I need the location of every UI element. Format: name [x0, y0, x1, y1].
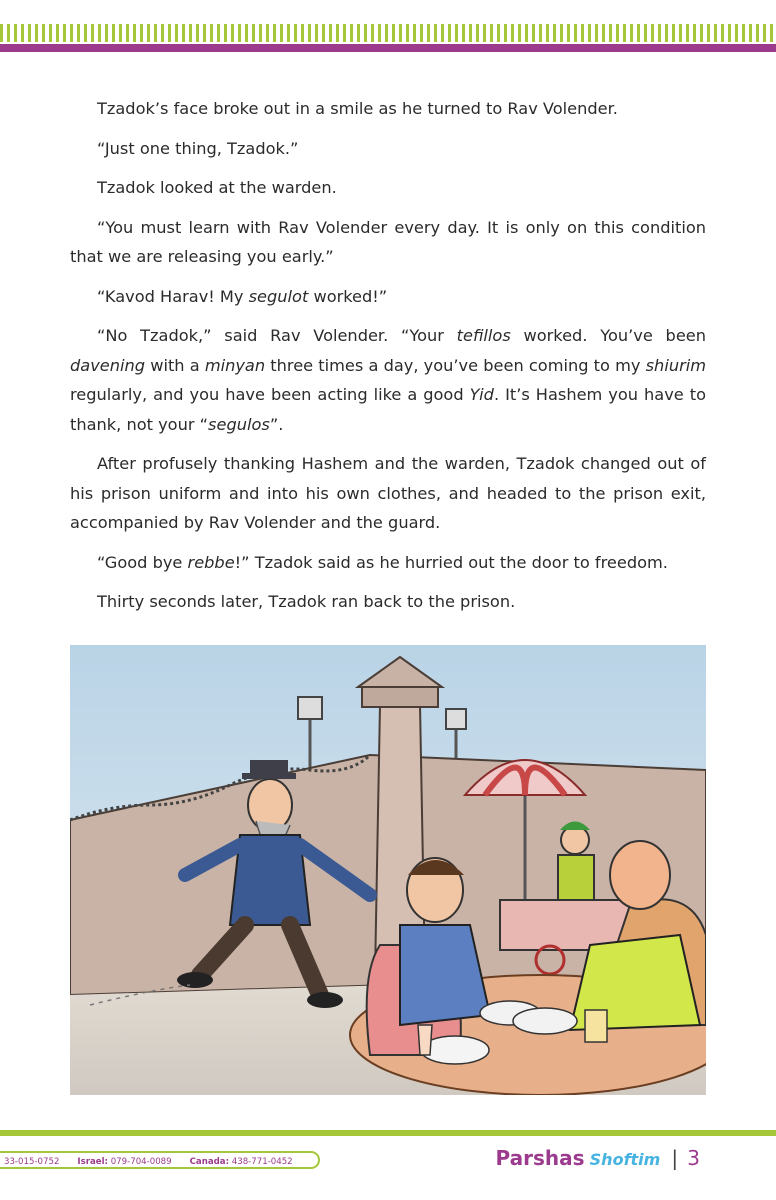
text-run: worked!” — [308, 286, 388, 306]
story-text — [70, 94, 706, 627]
cartoon-illustration — [70, 645, 706, 1095]
story-paragraph — [70, 321, 706, 439]
text-run: “No Tzadok,” said Rav Volender. “Your — [97, 326, 457, 345]
story-paragraph: After profusely thanking Hashem and the warden, Tzadok changed out of his prison uniform and into his own clothes, and headed to the prison exit, accompanied by Rav Volender and the guard. — [70, 454, 706, 532]
prison-scene-drawing — [70, 645, 706, 1095]
italic-term: tefillos — [456, 326, 511, 345]
canada-phone: 438-771-0452 — [231, 1157, 293, 1167]
israel-label: Israel: — [77, 1157, 108, 1167]
bottom-green-bar — [0, 1130, 776, 1136]
italic-term: rebbe — [187, 552, 235, 572]
text-run: !” Tzadok said as he hurried out the door to freedom. — [234, 552, 668, 572]
text-run: “Kavod Harav! My — [97, 286, 249, 306]
brand-parshas: Parshas — [495, 1146, 585, 1170]
brand-separator: | — [671, 1146, 679, 1170]
top-decorative-ticks — [0, 24, 776, 42]
italic-term: minyan — [204, 355, 266, 375]
us-phone: 33-015-0752 — [4, 1157, 60, 1167]
text-run: with a — [145, 355, 205, 375]
italic-term: davening — [70, 355, 146, 375]
story-paragraph: Tzadok’s face broke out in a smile as he turned to Rav Volender. — [97, 99, 618, 118]
text-run: three times a day, you’ve been coming to my — [265, 355, 646, 375]
story-paragraph — [70, 282, 706, 312]
text-run: “Good bye — [97, 552, 188, 572]
canada-label: Canada: — [189, 1157, 230, 1167]
top-purple-bar — [0, 44, 776, 52]
text-run: regularly, and you have been acting like a good — [70, 385, 470, 404]
page-number: 3 — [687, 1146, 700, 1170]
brand-shoftim: Shoftim — [589, 1150, 661, 1169]
drink-glass — [418, 1025, 432, 1055]
israel-phone: 079-704-0089 — [110, 1157, 172, 1167]
story-paragraph: “Just one thing, Tzadok.” — [97, 138, 299, 158]
italic-term: Yid — [469, 385, 494, 404]
italic-term: segulot — [248, 286, 309, 306]
text-run: . It’s Hashem you have to thank, not your “ — [70, 385, 706, 434]
story-paragraph: Tzadok looked at the warden. — [97, 178, 337, 197]
story-paragraph: “You must learn with Rav Volender every day. It is only on this condition that we are releasing you early.” — [70, 217, 706, 266]
text-run: worked. You’ve been — [510, 326, 706, 345]
italic-term: shiurim — [645, 355, 706, 375]
story-paragraph: Thirty seconds later, Tzadok ran back to the prison. — [97, 592, 516, 611]
italic-term: segulos — [208, 414, 270, 434]
text-run: ”. — [269, 414, 284, 434]
contact-phone-bar — [0, 1151, 320, 1169]
story-paragraph — [70, 548, 706, 578]
footer-brand — [496, 1146, 700, 1174]
